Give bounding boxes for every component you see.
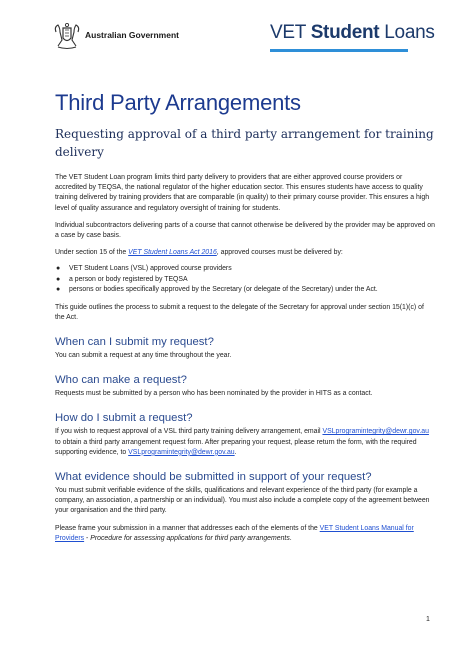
page-number: 1 (426, 616, 430, 623)
email-link-2[interactable]: VSLprogramintegrity@dewr.gov.au (128, 448, 235, 456)
vet-student-loans-act-link[interactable]: VET Student Loans Act 2016 (128, 249, 217, 257)
heading-how: How do I submit a request? (55, 412, 193, 425)
page-subtitle: Requesting approval of a third party arrangement for training delivery (55, 127, 434, 159)
list-item-text: persons or bodies specifically approved by the Secretary (or delegate of the Secretary) under the Act. (69, 286, 378, 294)
heading-who: Who can make a request? (55, 374, 187, 387)
list-item-text: VET Student Loans (VSL) approved course providers (69, 265, 232, 273)
manual-for-providers-link[interactable]: VET Student Loans Manual for Providers (55, 524, 414, 542)
vet-student-loans-logo (270, 22, 435, 58)
delivery-list (55, 264, 435, 295)
list-item-text: a person or body registered by TEQSA (69, 275, 188, 283)
heading-when: When can I submit my request? (55, 336, 214, 349)
vsl-logo-text (270, 22, 435, 44)
list-item (55, 275, 435, 285)
procedure-title: Procedure for assessing applications for third party arrangements (90, 534, 290, 542)
how-text-1: If you wish to request approval of a VSL third party training delivery arrangement, email (55, 428, 323, 436)
how-paragraph (55, 427, 435, 458)
how-text-2: to obtain a third party arrangement request form. After preparing your request, please return the form, with the required supporting evidence, to (55, 438, 417, 456)
submission-paragraph (55, 524, 435, 544)
list-item (55, 285, 435, 295)
submission-text-1: Please frame your submission in a manner that addresses each of the elements of the (55, 524, 320, 532)
vsl-logo-part3: Loans (379, 22, 435, 43)
email-link-1[interactable]: VSLprogramintegrity@dewr.gov.au (322, 428, 429, 436)
guide-outline-paragraph: This guide outlines the process to submit a request to the delegate of the Secretary for approval under section 15(1)(c) of the Act. (55, 303, 424, 321)
page-title: Third Party Arrangements (55, 90, 301, 115)
evidence-paragraph: You must submit verifiable evidence of the skills, qualifications and relevant experience of the third party (for example a company, an association, a partnership or an individual). You must also include a complete copy of the agreement between your organisation and the third party. (55, 487, 430, 515)
section-15-text-post: , approved courses must be delivered by: (216, 249, 343, 257)
bullet-icon: ● (56, 265, 61, 273)
list-item (55, 264, 435, 274)
submission-text-2: - (84, 534, 91, 542)
section-15-text-pre: Under section 15 of the (55, 249, 129, 257)
submission-text-3: . (289, 534, 292, 542)
coat-of-arms-icon (52, 22, 82, 50)
document-header (0, 0, 469, 64)
section-15-paragraph (55, 248, 435, 258)
gov-name: Australian Government (85, 30, 179, 40)
how-text-3: . (234, 448, 237, 456)
intro-paragraph: The VET Student Loan program limits third party delivery to providers that are either approved course providers or accredited by TEQSA, the national regulator of the higher education sector. This ensures students have access to quality training delivered by training providers that are comparable (in quality) to their primary course provider. This ensures a high level of quality assurance and regulatory oversight of training for students. (55, 174, 430, 212)
vsl-logo-part2: Student (310, 22, 380, 43)
who-paragraph: Requests must be submitted by a person who has been nominated by the provider in HITS as a contact. (55, 390, 373, 398)
vsl-logo-underline (270, 49, 408, 52)
document-body (55, 90, 435, 544)
vsl-logo-part1: VET (270, 22, 311, 43)
subcontractors-paragraph: Individual subcontractors delivering parts of a course that cannot otherwise be delivered by the provider may be approved on a case by case basis. (55, 221, 435, 240)
australian-government-logo (52, 22, 202, 50)
bullet-icon: ● (56, 275, 61, 283)
bullet-icon: ● (56, 286, 61, 294)
heading-evidence: What evidence should be submitted in support of your request? (55, 471, 372, 484)
when-paragraph: You can submit a request at any time throughout the year. (55, 352, 232, 360)
